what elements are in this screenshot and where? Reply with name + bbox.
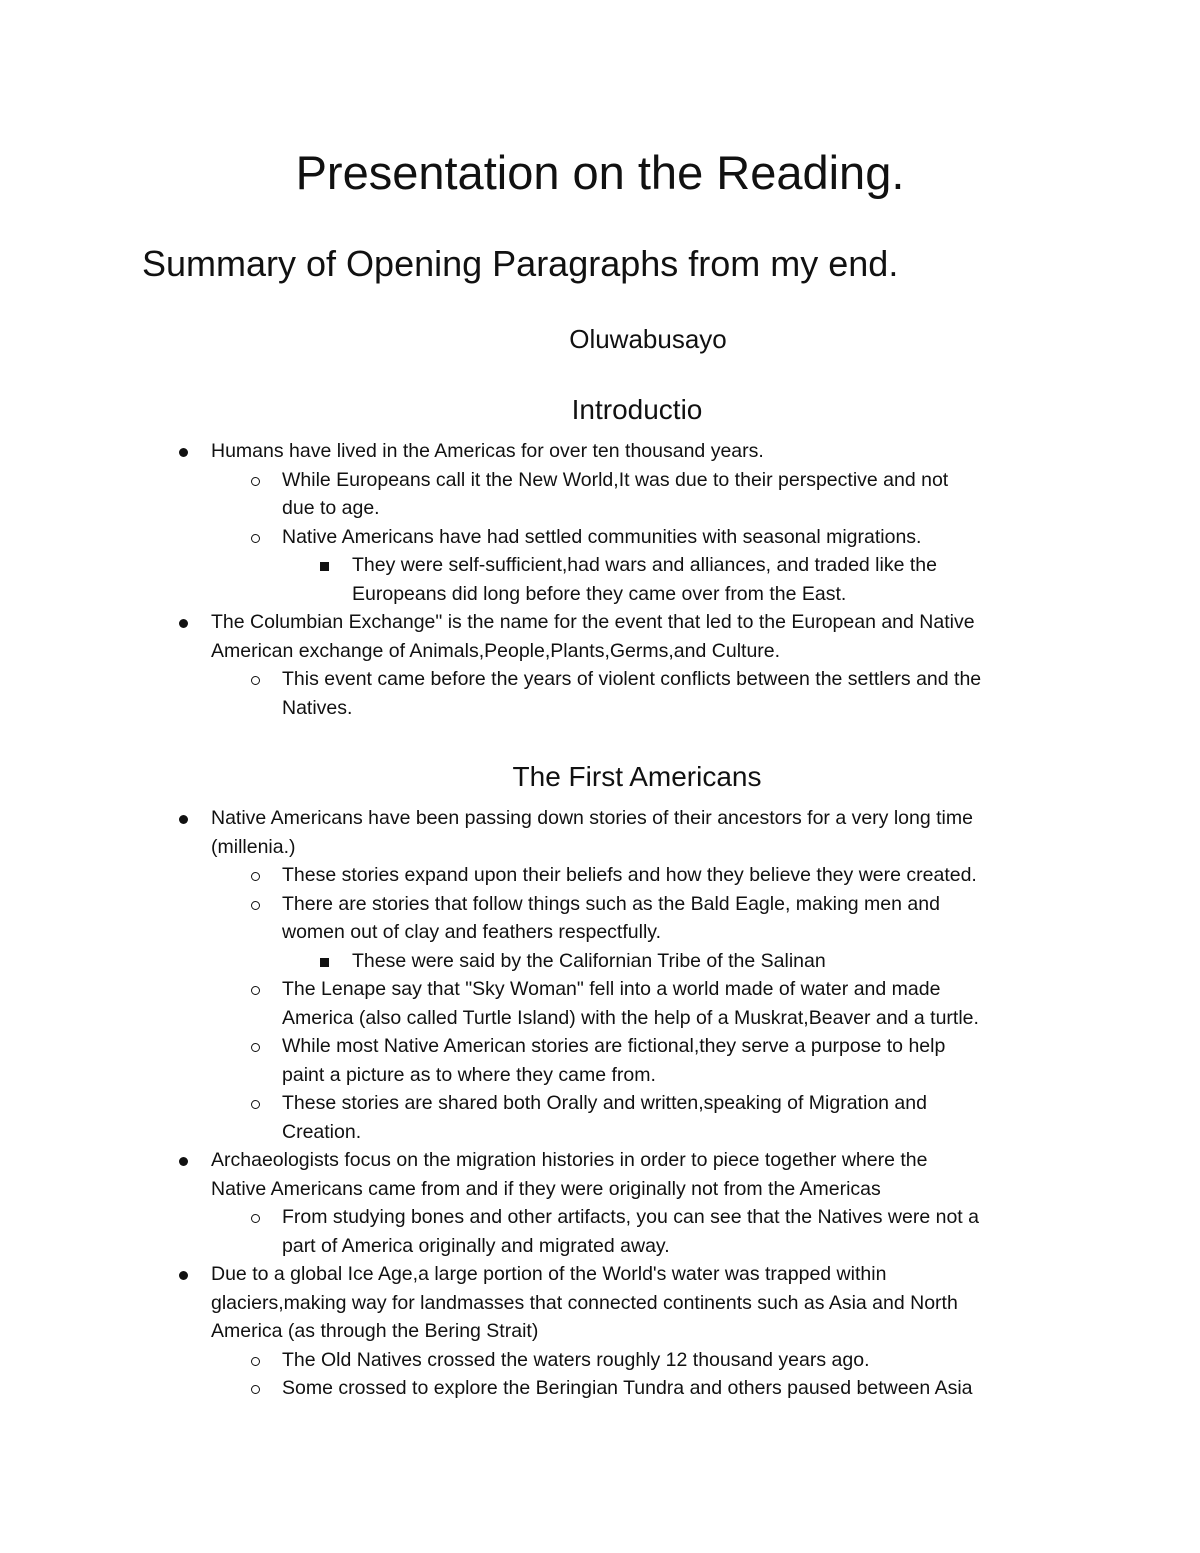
- list-item: [0, 1346, 1200, 1375]
- bullet-circle-icon: [251, 1043, 260, 1052]
- bullet-marker: [245, 665, 265, 694]
- list-item-text-line: America (also called Turtle Island) with the help of a Muskrat,Beaver and a turtle.: [282, 1006, 979, 1029]
- list-item-text-line: These stories are shared both Orally and written,speaking of Migration and: [282, 1092, 927, 1114]
- list-item-text-line: While Europeans call it the New World,It was due to their perspective and not: [282, 468, 949, 491]
- bullet-marker: [173, 804, 193, 833]
- bullet-marker: [245, 890, 265, 919]
- first-americans-bullet-list: [0, 804, 1200, 1403]
- list-item: [0, 1089, 1200, 1146]
- list-item-text-line: From studying bones and other artifacts, you can see that the Natives were not a: [282, 1206, 979, 1228]
- bullet-marker: [245, 1089, 265, 1118]
- list-item: [0, 1374, 1200, 1403]
- bullet-marker: [245, 1374, 265, 1403]
- list-item: [0, 1203, 1200, 1260]
- list-item-text-line: America (as through the Bering Strait): [211, 1320, 539, 1342]
- bullet-circle-icon: [251, 1357, 260, 1366]
- list-item-text-line: This event came before the years of violent conflicts between the settlers and the: [282, 668, 982, 690]
- list-item-text-line: Native Americans came from and if they were originally not from the Americas: [211, 1177, 881, 1200]
- bullet-dot-icon: [179, 1271, 188, 1280]
- list-item-text-line: part of America originally and migrated away.: [282, 1234, 670, 1257]
- bullet-marker: [245, 1203, 265, 1232]
- list-item-text-line: Archaeologists focus on the migration histories in order to piece together where the: [211, 1149, 928, 1171]
- list-item: [0, 861, 1200, 890]
- bullet-circle-icon: [251, 477, 260, 486]
- list-item-text-line: The Columbian Exchange" is the name for the event that led to the European and Native: [211, 611, 975, 633]
- bullet-circle-icon: [251, 901, 260, 910]
- bullet-dot-icon: [179, 619, 188, 628]
- bullet-circle-icon: [251, 872, 260, 881]
- bullet-marker: [245, 1346, 265, 1375]
- bullet-marker: [245, 466, 265, 495]
- list-item: [0, 804, 1200, 861]
- list-item-text-line: glaciers,making way for landmasses that connected continents such as Asia and North: [211, 1291, 958, 1314]
- list-item: [0, 947, 1200, 976]
- bullet-circle-icon: [251, 1100, 260, 1109]
- list-item-text-line: Native Americans have been passing down stories of their ancestors for a very long time: [211, 807, 973, 829]
- list-item: [0, 1260, 1200, 1346]
- bullet-marker: [173, 437, 193, 466]
- list-item-text-line: These stories expand upon their beliefs and how they believe they were created.: [282, 864, 977, 886]
- page-subtitle: Summary of Opening Paragraphs from my end.: [142, 243, 899, 284]
- bullet-marker: [245, 1032, 265, 1061]
- bullet-circle-icon: [251, 1385, 260, 1394]
- list-item: [0, 551, 1200, 608]
- list-item: [0, 665, 1200, 722]
- list-item-text-line: Europeans did long before they came over from the East.: [352, 582, 847, 605]
- bullet-marker: [173, 1146, 193, 1175]
- introduction-bullet-list: [0, 437, 1200, 722]
- list-item-text-line: (millenia.): [211, 835, 296, 858]
- list-item: [0, 437, 1200, 466]
- bullet-marker: [173, 1260, 193, 1289]
- bullet-circle-icon: [251, 1214, 260, 1223]
- bullet-marker: [173, 608, 193, 637]
- list-item-text-line: Humans have lived in the Americas for over ten thousand years.: [211, 440, 764, 462]
- list-item-text-line: Natives.: [282, 696, 353, 719]
- bullet-marker: [314, 947, 334, 976]
- list-item-text-line: Due to a global Ice Age,a large portion of the World's water was trapped within: [211, 1263, 887, 1285]
- bullet-marker: [245, 861, 265, 890]
- bullet-circle-icon: [251, 534, 260, 543]
- bullet-square-icon: [320, 562, 329, 571]
- list-item-text-line: There are stories that follow things such as the Bald Eagle, making men and: [282, 892, 940, 915]
- list-item-text-line: They were self-sufficient,had wars and alliances, and traded like the: [352, 554, 937, 576]
- list-item-text-line: women out of clay and feathers respectfully.: [282, 921, 662, 943]
- section-heading-first-americans: The First Americans: [512, 761, 762, 792]
- bullet-dot-icon: [179, 1157, 188, 1166]
- bullet-dot-icon: [179, 815, 188, 824]
- list-item: [0, 890, 1200, 947]
- list-item-text-line: due to age.: [282, 497, 380, 519]
- list-item-text-line: Native Americans have had settled communities with seasonal migrations.: [282, 525, 922, 548]
- bullet-square-icon: [320, 958, 329, 967]
- bullet-dot-icon: [179, 448, 188, 457]
- bullet-circle-icon: [251, 986, 260, 995]
- list-item: [0, 1032, 1200, 1089]
- bullet-marker: [314, 551, 334, 580]
- bullet-marker: [245, 523, 265, 552]
- page-title: Presentation on the Reading.: [295, 146, 905, 199]
- list-item: [0, 608, 1200, 665]
- list-item: [0, 1146, 1200, 1203]
- list-item-text-line: paint a picture as to where they came from.: [282, 1063, 656, 1086]
- list-item-text-line: Creation.: [282, 1120, 362, 1143]
- list-item-text-line: The Lenape say that "Sky Woman" fell into a world made of water and made: [282, 978, 941, 1000]
- list-item-text-line: Some crossed to explore the Beringian Tundra and others paused between Asia: [282, 1377, 973, 1399]
- list-item: [0, 523, 1200, 552]
- list-item-text-line: The Old Natives crossed the waters roughly 12 thousand years ago.: [282, 1348, 870, 1371]
- list-item-text-line: While most Native American stories are fictional,they serve a purpose to help: [282, 1035, 946, 1057]
- list-item: [0, 466, 1200, 523]
- list-item-text-line: These were said by the Californian Tribe of the Salinan: [352, 949, 826, 972]
- list-item-text-line: American exchange of Animals,People,Plants,Germs,and Culture.: [211, 639, 781, 662]
- author-name: Oluwabusayo: [569, 324, 727, 354]
- bullet-circle-icon: [251, 676, 260, 685]
- section-heading-introduction: Introductio: [571, 394, 703, 425]
- bullet-marker: [245, 975, 265, 1004]
- list-item: [0, 975, 1200, 1032]
